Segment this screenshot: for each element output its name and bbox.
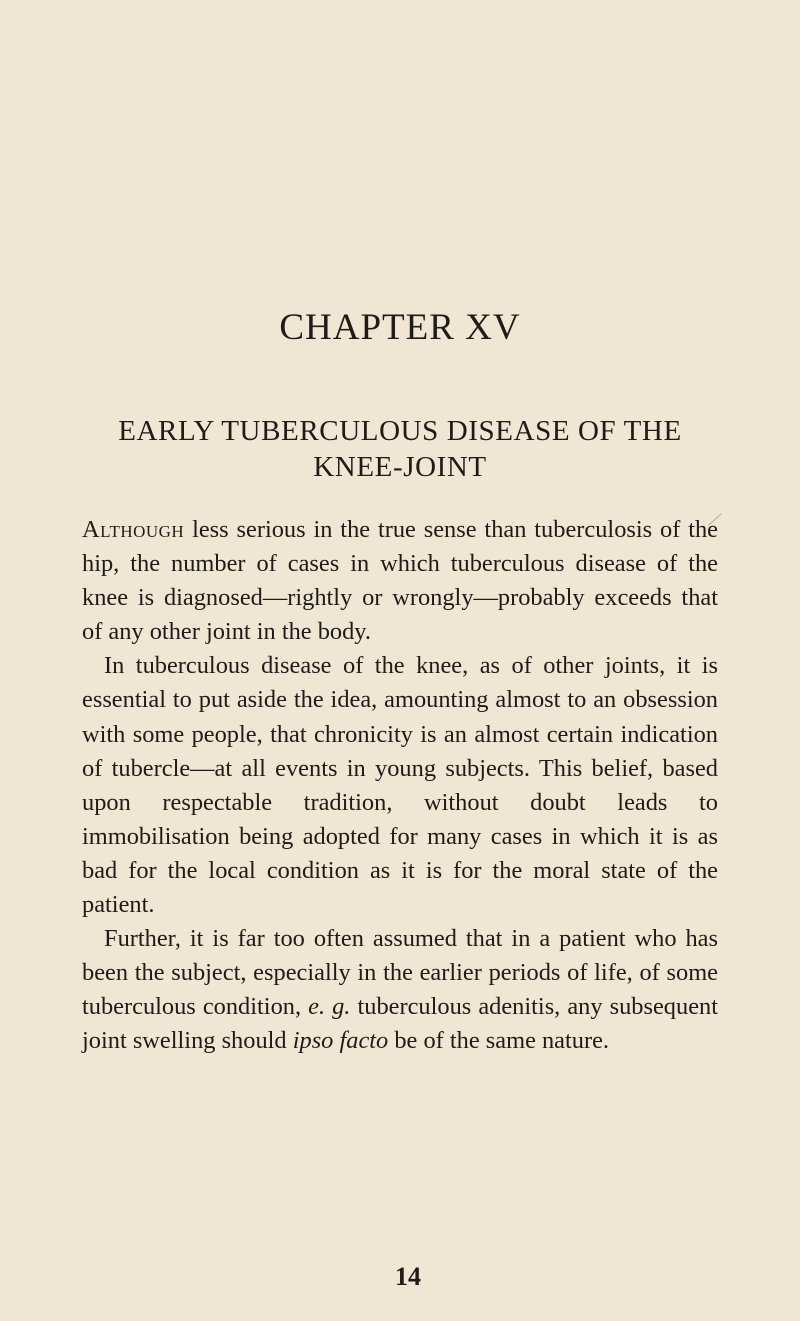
paragraph-3-part-1: Further, it is far too often assumed that in a patient who has been the subject, especially in the earlier periods of life, of some tuberculous condition,: [82, 925, 718, 1021]
chapter-title: CHAPTER XV: [279, 307, 521, 348]
paragraph-3-part-3: be of the same nature.: [388, 1027, 610, 1055]
paragraph-1-lead: Although: [82, 516, 185, 543]
paragraph-3: [82, 922, 718, 1058]
paragraph-1: [82, 513, 718, 649]
paragraph-3-part-2: tuberculous adenitis, any subsequent joint swelling should: [82, 993, 718, 1055]
chapter-heading-line-2: KNEE-JOINT: [313, 451, 487, 483]
page-number: 14: [395, 1262, 421, 1291]
paragraph-1-text: less serious in the true sense than tuberculosis of the hip, the number of cases in which tuberculous disease of the knee is diagnosed—rightly or wrongly—probably exceeds that of any other joint in the body.: [82, 516, 718, 646]
paragraph-3-italic-phrase: ipso facto: [292, 1027, 389, 1055]
paragraph-2: [82, 649, 718, 922]
body-text: [82, 513, 718, 1059]
chapter-heading: [0, 413, 800, 485]
paragraph-2-text: In tuberculous disease of the knee, as of other joints, it is essential to put aside the idea, amounting almost to an obsession with some people, that chronicity is an almost certain indication of tubercle—at all events in young subjects. This belief, based upon respectable tradition, without doubt leads to immobilisation being adopted for many cases in which it is as bad for the local condition as it is for the moral state of the patient.: [82, 652, 718, 919]
chapter-heading-line-1: EARLY TUBERCULOUS DISEASE OF THE: [118, 415, 682, 447]
paragraph-3-abbreviation: e. g.: [308, 993, 351, 1021]
